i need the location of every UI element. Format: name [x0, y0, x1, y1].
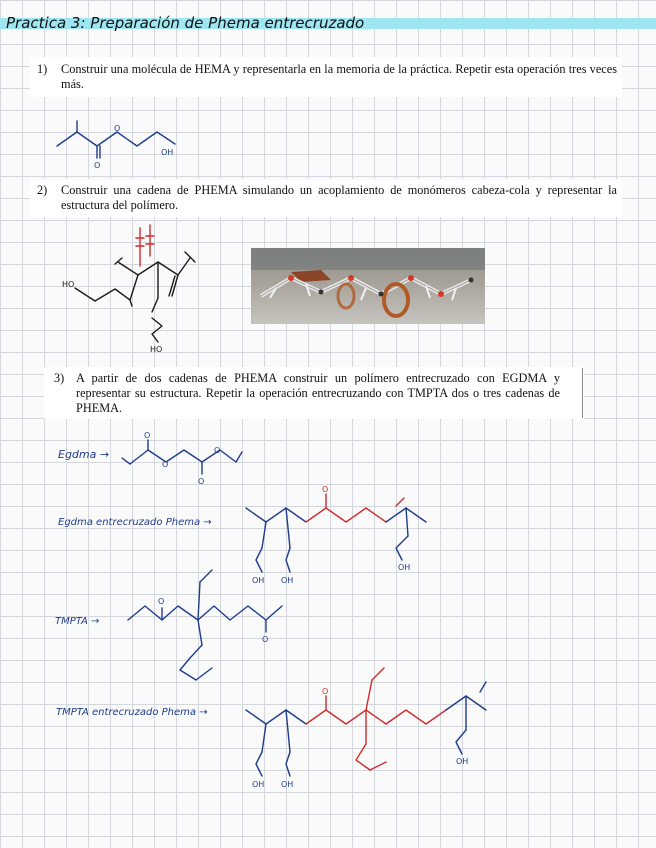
- question-number: 2): [37, 183, 48, 197]
- tmpta-oh-label-3: OH: [456, 757, 469, 766]
- egdma-oh-label-1: OH: [252, 576, 265, 585]
- phema-ho-label-2: HO: [150, 345, 163, 354]
- egdma-ester-o: O: [162, 460, 169, 469]
- crosslink-carbonyl-o: O: [322, 485, 329, 494]
- question-number: 3): [54, 371, 65, 385]
- egdma-crosslinked-label: Egdma entrecruzado Phema →: [58, 517, 212, 528]
- egdma-structure: [122, 440, 242, 474]
- question-text: Construir una molécula de HEMA y representarla en la memoria de la práctica. Repetir esta operación tres veces más.: [61, 62, 617, 91]
- egdma-crosslinked-structure: [246, 494, 426, 572]
- tmpta-carbonyl-o: O: [158, 597, 165, 606]
- egdma-ester-o2: O: [214, 446, 221, 455]
- tmpta-label: TMPTA →: [55, 616, 100, 627]
- tmpta-crosslinked-structure: [246, 668, 486, 776]
- egdma-oh-label-3: OH: [398, 563, 411, 572]
- egdma-oh-label-2: OH: [281, 576, 294, 585]
- tmpta-crosslinked-label: TMPTA entrecruzado Phema →: [56, 707, 208, 718]
- question-text: Construir una cadena de PHEMA simulando un acoplamiento de monómeros cabeza-cola y representar la estructura del polímero.: [61, 183, 617, 212]
- tmpta-carbonyl-o2: O: [262, 635, 269, 644]
- tmpta-crosslink-o: O: [322, 687, 329, 696]
- phema-red-bonds: [136, 225, 154, 266]
- page-title: Practica 3: Preparación de Phema entrecruzado: [6, 14, 365, 32]
- egdma-carbonyl-o: O: [144, 431, 151, 440]
- hema-oh-label: OH: [161, 148, 174, 157]
- egdma-label: Egdma →: [58, 448, 110, 461]
- egdma-carbonyl-o2: O: [198, 477, 205, 486]
- hema-o-label: O: [114, 124, 121, 133]
- phema-ho-label: HO: [62, 280, 75, 289]
- tmpta-oh-label-1: OH: [252, 780, 265, 789]
- tmpta-oh-label-2: OH: [281, 780, 294, 789]
- hema-carbonyl-o: O: [94, 161, 101, 170]
- question-number: 1): [37, 62, 48, 76]
- phema-chain: [75, 252, 195, 342]
- tmpta-structure: [128, 570, 282, 680]
- question-text: A partir de dos cadenas de PHEMA construir un polímero entrecruzado con EGDMA y representar su estructura. Repetir la operación entrecruzando con TMPTA dos o tres cadenas de PHEMA.: [76, 371, 560, 415]
